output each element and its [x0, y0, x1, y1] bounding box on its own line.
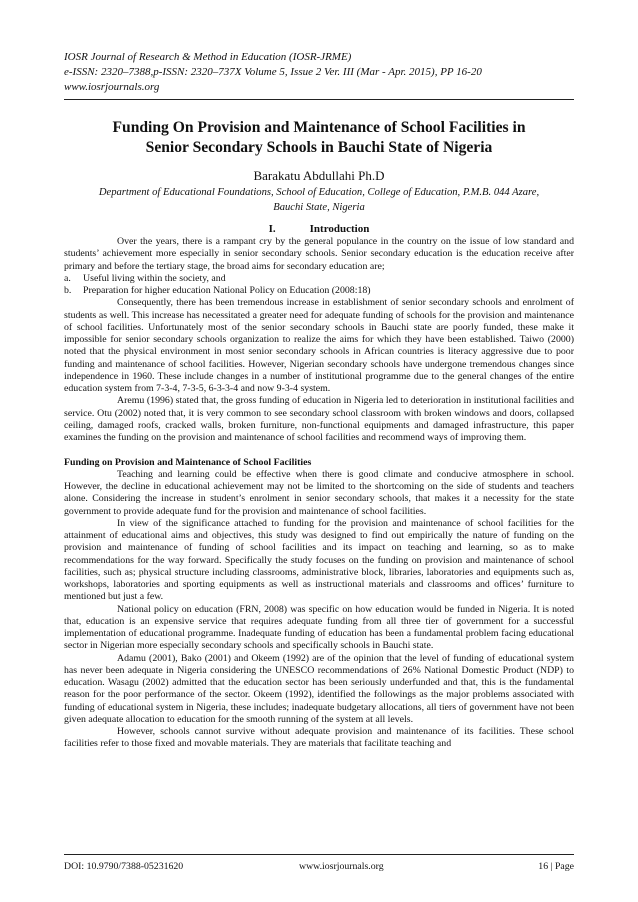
footer-doi: DOI: 10.9790/7388-05231620 [64, 861, 184, 872]
section-title: Introduction [309, 223, 370, 235]
footer-page-number: 16 | Page [538, 861, 574, 872]
journal-name: IOSR Journal of Research & Method in Education (IOSR-JRME) [64, 51, 352, 63]
footer-website: www.iosrjournals.org [299, 861, 384, 872]
paper-body [64, 236, 574, 751]
intro-paragraph-2: Consequently, there has been tremendous increase in establishment of senior secondary schools and enrolment of students as well. This increase has necessitated a greater need for adequate funding of schools for the provision and maintenance of school facilities. Unfortunately most of the senior secondary schools in Bauchi state are poorly funded, these make it impossible for senior secondary schools organization to realize the aims for which they have been established. Taiwo (2000) noted that the physical environment in most senior secondary schools in African countries is literacy aggressive due to poor funding and maintenance of school facilities. However, Nigerian secondary schools have undergone tremendous changes since independence in 1960. These include changes in a number of institutional programme due to the general changes of the entire education system from 7-3-4, 7-3-5, 6-3-3-4 and now 9-3-4 system. [64, 297, 574, 394]
list-marker: a. [64, 272, 71, 284]
subsection-heading-funding: Funding on Provision and Maintenance of School Facilities [64, 456, 312, 468]
list-item [64, 273, 574, 285]
paper-title-line-1: Funding On Provision and Maintenance of School Facilities in [112, 119, 526, 136]
funding-paragraph-4: Adamu (2001), Bako (2001) and Okeem (1992) are of the opinion that the level of funding of educational system has never been adequate in Nigeria considering the UNESCO recommendations of 26% National Domestic Product (NDP) to education. Wasagu (2002) admitted that the education sector has been seriously underfunded and that, this is the fundamental reason for the poor performance of the sector. Okeem (1992), identified the followings as the major problems associated with funding of educational system in Nigeria, these includes; inadequate budgetary allocations, all tiers of government have not been given adequate allocation to education for the smooth running of the system at all levels. [64, 652, 574, 725]
affiliation-line-2: Bauchi State, Nigeria [273, 201, 365, 213]
journal-website: www.iosrjournals.org [64, 81, 160, 93]
funding-paragraph-2: In view of the significance attached to funding for the provision and maintenance of school facilities for the attainment of educational aims and objectives, this study was designed to find out empirically the nature of funding on the provision and maintenance of funding of school facilities and its impact on teaching and learning, so as to make recommendations for the way forward. Specifically the study focuses on the funding on provision and maintenance of school facilities, such as; physical structure including classrooms, administrative block, libraries, laboratories and equipments such as, workshops, laboratories and sporting equipments as well as instructional materials and classrooms and offices’ furniture to mentioned but just a few. [64, 517, 574, 603]
footer-divider [64, 854, 574, 855]
funding-paragraph-1: Teaching and learning could be effective when there is good climate and conducive atmosphere in school. However, the decline in educational achievement may not be limited to the shortcoming on the side of students and teachers alone. Considering the increase in student’s enrolment in senior secondary schools, that makes it a necessity for the state government to provide adequate fund for the provision and maintenance of school facilities. [64, 468, 574, 517]
author-affiliation [64, 186, 574, 215]
intro-paragraph-3: Aremu (1996) stated that, the gross funding of education in Nigeria led to deterioration in institutional facilities and service. Otu (2002) noted that, it is very common to see secondary school classroom with broken windows and doors, collapsed ceiling, damaged roofs, cracked walls, broken furniture, non-functional equipments and damaged infrastructure, this paper examines the funding on the provision and maintenance of school facilities and recommend ways of improving them. [64, 395, 574, 443]
journal-issn-volume: e-ISSN: 2320–7388,p-ISSN: 2320–737X Volume 5, Issue 2 Ver. III (Mar - Apr. 2015), PP 16-20 [64, 66, 482, 78]
list-item [64, 285, 574, 297]
page-footer [64, 860, 574, 874]
paper-title [64, 118, 574, 158]
paper-title-line-2: Senior Secondary Schools in Bauchi State of Nigeria [145, 139, 493, 156]
list-item-text: Useful living within the society, and [83, 272, 226, 284]
list-item-text: Preparation for higher education National Policy on Education (2008:18) [83, 285, 371, 296]
header-divider [64, 99, 574, 100]
journal-header [64, 50, 574, 95]
section-heading-introduction [64, 222, 574, 236]
section-number: I. [268, 223, 276, 235]
funding-paragraph-3: National policy on education (FRN, 2008) was specific on how education would be funded in Nigeria. It is noted that, education is an expensive service that requires adequate funding from all three tier of government for a successful implementation of educational programme. Inadequate funding of education has been a fundamental problem facing educational sector in Nigerian more especially secondary schools and specifically schools in Bauchi state. [64, 603, 574, 652]
funding-paragraph-5: However, schools cannot survive without adequate provision and maintenance of its facilities. These school facilities refer to those fixed and movable materials. They are materials that facilitate teaching and [64, 726, 574, 750]
list-marker: b. [64, 285, 72, 296]
intro-paragraph-1: Over the years, there is a rampant cry by the general populance in the country on the issue of low standard and students’ achievement more especially in senior secondary schools. Senior secondary education is the education receive after primary and before the tertiary stage, the broad aims for secondary education are; [64, 236, 574, 272]
affiliation-line-1: Department of Educational Foundations, School of Education, College of Education, P.M.B. 044 Azare, [98, 187, 540, 198]
author-name: Barakatu Abdullahi Ph.D [253, 168, 385, 183]
